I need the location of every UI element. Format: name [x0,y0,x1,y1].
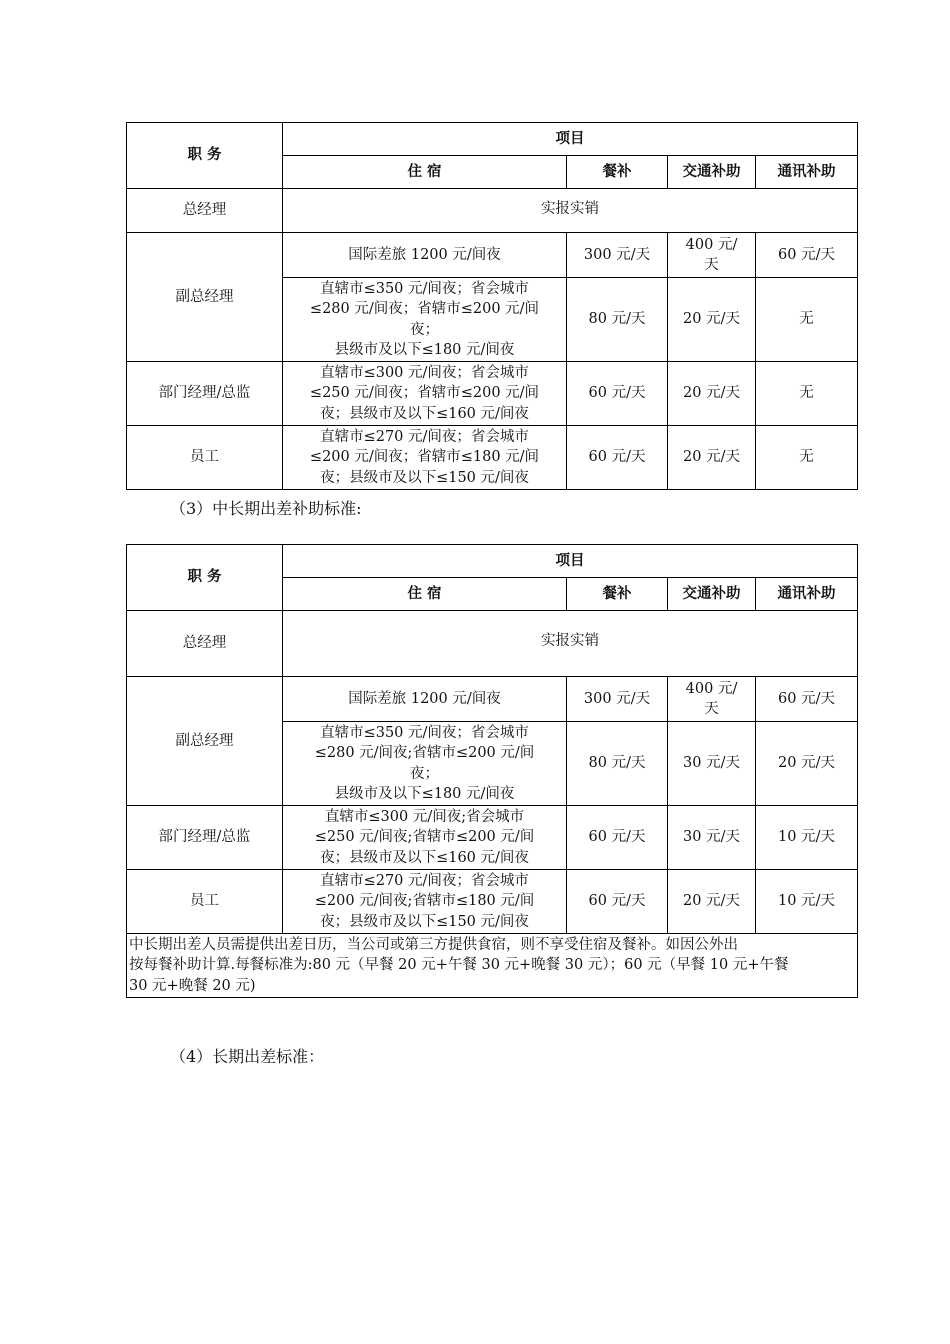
dgm-dom-lodging [283,278,567,362]
lodging-line: ≤280 元/间夜;省辖市≤200 元/间 [314,745,535,761]
note-line: 30 元+晚餐 20 元) [129,977,256,994]
dgm-dom-comm: 无 [756,278,858,362]
staff-meal: 60 元/天 [567,426,668,490]
dgm-intl-transport [668,233,756,278]
dgm-dom-meal: 80 元/天 [567,722,668,806]
dept-meal: 60 元/天 [567,362,668,426]
table-row [127,233,858,278]
dgm-intl-meal: 300 元/天 [567,677,668,722]
header-items: 项目 [283,123,858,156]
dgm-dom-transport: 30 元/天 [668,722,756,806]
staff-comm: 无 [756,426,858,490]
dept-meal: 60 元/天 [567,806,668,870]
dgm-intl-transport [668,677,756,722]
row-title-gm: 总经理 [127,611,283,677]
section-3-heading: （3）中长期出差补助标准: [170,499,362,518]
dgm-intl-comm: 60 元/天 [756,233,858,278]
staff-comm: 10 元/天 [756,870,858,934]
section-4-heading: （4）长期出差标准： [170,1047,325,1066]
dept-transport: 30 元/天 [668,806,756,870]
transport-line: 天 [704,701,719,717]
header-comm: 通讯补助 [756,578,858,611]
header-transport: 交通补助 [668,156,756,189]
transport-line: 400 元/ [685,680,738,697]
lodging-line: 夜；县级市及以下≤160 元/间夜 [320,405,529,422]
note-line: 按每餐补助计算.每餐标准为:80 元（早餐 20 元+午餐 30 元+晚餐 30 元）；60 元（早餐 10 元+午餐 [129,957,789,974]
lodging-line: 夜；县级市及以下≤160 元/间夜 [320,849,529,866]
note-row [127,934,858,998]
allowance-table-1 [126,122,858,490]
table-row [127,611,858,677]
table-row [127,870,858,934]
header-position: 职 务 [127,545,283,611]
lodging-line: 直辖市≤300 元/间夜；省会城市 [320,364,529,381]
gm-reimburse: 实报实销 [283,189,858,233]
row-title-dept: 部门经理/总监 [127,362,283,426]
header-meal: 餐补 [567,156,668,189]
dgm-intl-lodging: 国际差旅 1200 元/间夜 [283,233,567,278]
dept-lodging [283,806,567,870]
dgm-intl-lodging: 国际差旅 1200 元/间夜 [283,677,567,722]
lodging-line: 直辖市≤350 元/间夜；省会城市 [320,280,529,297]
transport-line: 天 [704,257,719,273]
header-comm: 通讯补助 [756,156,858,189]
header-meal: 餐补 [567,578,668,611]
lodging-line: 直辖市≤270 元/间夜；省会城市 [320,872,529,889]
table-row [127,189,858,233]
dgm-intl-meal: 300 元/天 [567,233,668,278]
dept-lodging [283,362,567,426]
lodging-line: 直辖市≤350 元/间夜；省会城市 [320,724,529,741]
lodging-line: ≤250 元/间夜；省辖市≤200 元/间 [309,385,540,402]
row-title-staff: 员工 [127,870,283,934]
lodging-line: 夜； [410,321,439,338]
table-row [127,677,858,722]
note-line: 中长期出差人员需提供出差日历，当公司或第三方提供食宿，则不享受住宿及餐补。如因公外出 [129,936,738,953]
lodging-line: ≤250 元/间夜;省辖市≤200 元/间 [314,829,535,846]
dgm-dom-lodging [283,722,567,806]
row-title-dgm: 副总经理 [127,677,283,806]
allowance-table-2 [126,544,858,998]
table-row [127,426,858,490]
row-title-staff: 员工 [127,426,283,490]
lodging-line: ≤280 元/间夜；省辖市≤200 元/间 [309,301,540,317]
dgm-dom-meal: 80 元/天 [567,278,668,362]
staff-lodging [283,870,567,934]
note-cell [127,934,858,998]
lodging-line: 夜；县级市及以下≤150 元/间夜 [320,469,529,486]
header-transport: 交通补助 [668,578,756,611]
header-lodging: 住 宿 [283,578,567,611]
lodging-line: ≤200 元/间夜；省辖市≤180 元/间 [309,449,540,466]
lodging-line: 直辖市≤270 元/间夜；省会城市 [320,428,529,445]
lodging-line: ≤200 元/间夜;省辖市≤180 元/间 [314,893,535,910]
table-row [127,362,858,426]
staff-meal: 60 元/天 [567,870,668,934]
header-position: 职 务 [127,123,283,189]
row-title-dgm: 副总经理 [127,233,283,362]
gm-reimburse: 实报实销 [283,611,858,677]
table-row [127,806,858,870]
lodging-line: 县级市及以下≤180 元/间夜 [334,342,515,358]
dgm-dom-comm: 20 元/天 [756,722,858,806]
staff-transport: 20 元/天 [668,426,756,490]
dept-comm: 无 [756,362,858,426]
lodging-line: 夜；县级市及以下≤150 元/间夜 [320,913,529,930]
header-items: 项目 [283,545,858,578]
dept-comm: 10 元/天 [756,806,858,870]
transport-line: 400 元/ [685,236,738,253]
dept-transport: 20 元/天 [668,362,756,426]
staff-lodging [283,426,567,490]
row-title-gm: 总经理 [127,189,283,233]
lodging-line: 夜； [410,765,439,782]
lodging-line: 县级市及以下≤180 元/间夜 [334,786,515,802]
lodging-line: 直辖市≤300 元/间夜;省会城市 [324,808,525,825]
dgm-intl-comm: 60 元/天 [756,677,858,722]
header-lodging: 住 宿 [283,156,567,189]
dgm-dom-transport: 20 元/天 [668,278,756,362]
staff-transport: 20 元/天 [668,870,756,934]
row-title-dept: 部门经理/总监 [127,806,283,870]
